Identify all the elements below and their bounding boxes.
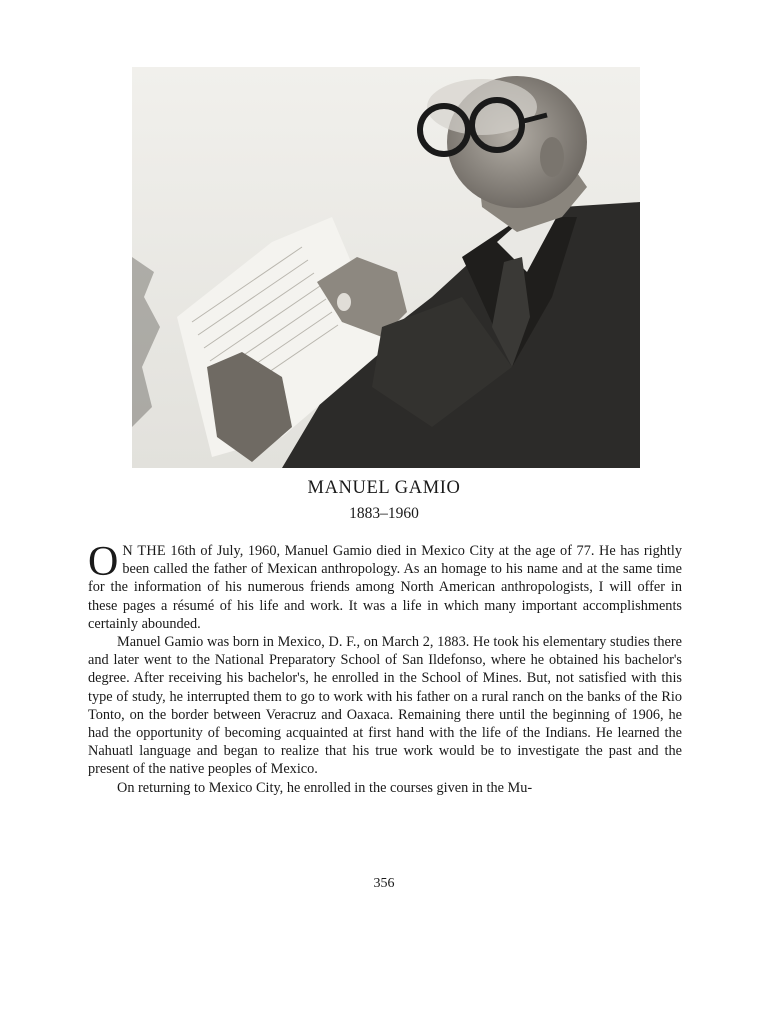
paragraph-1-text: 16th of July, 1960, Manuel Gamio died in Mexico City at the age of 77. He has rightly been called the father of Mexican anthropology. As an homage to his name and at the same time for the information of his numerous friends among North American anthropologists, I will offer in these pages a résumé of his life and work. It was a life in which many important accomplishments certainly abounded.	[88, 543, 682, 632]
portrait-illustration	[132, 67, 640, 468]
paragraph-3: On returning to Mexico City, he enrolled in the courses given in the Mu-	[117, 779, 533, 796]
portrait-photo	[132, 67, 640, 468]
paragraph-2: Manuel Gamio was born in Mexico, D. F., on March 2, 1883. He took his elementary studies there and later went to the National Preparatory School of San Ildefonso, where he obtained his bachelor's degree. After receiving his bachelor's, he enrolled in the School of Mines. But, not satisfied with this type of study, he interrupted them to go to work with his father on a rural ranch on the banks of the Rio Tonto, on the border between Veracruz and Oaxaca. Remaining there until the beginning of 1906, he had the opportunity of becoming acquainted at first hand with the life of the Indians. He learned the Nahuatl language and began to realize that his true work would be to investigate the past and the present of the native peoples of Mexico.	[88, 634, 682, 778]
paragraph-1	[88, 539, 682, 633]
page-title: MANUEL GAMIO	[307, 478, 461, 498]
life-dates: 1883–1960	[349, 505, 419, 522]
article-body	[88, 539, 682, 797]
lead-in: N THE	[122, 543, 166, 559]
drop-cap: O	[88, 539, 119, 585]
page-number: 356	[373, 876, 395, 891]
